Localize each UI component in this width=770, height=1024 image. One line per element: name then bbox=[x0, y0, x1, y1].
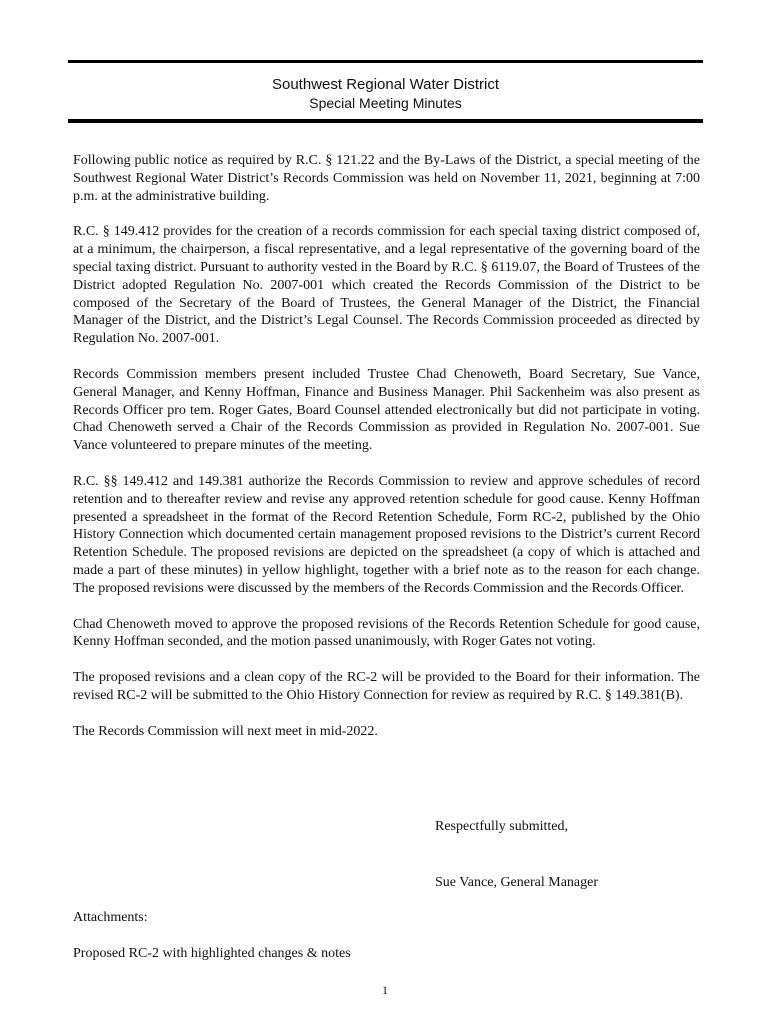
closing-salutation: Respectfully submitted, bbox=[435, 819, 568, 834]
attachments-label: Attachments: bbox=[73, 910, 148, 925]
paragraph-review: R.C. §§ 149.412 and 149.381 authorize the Records Commission to review and approve schedules of record retention and to thereafter review and revise any approved retention schedule for good cause. Kenny Hoffman presented a spreadsheet in the format of the Record Retention Schedule, Form RC-2, published by the Ohio History Connection which documented certain management proposed revisions to the District’s current Record Retention Schedule. The proposed revisions are depicted on the spreadsheet (a copy of which is attached and made a part of these minutes) in yellow highlight, together with a brief note as to the reason for each change. The proposed revisions were discussed by the members of the Records Commission and the Records Officer. bbox=[73, 473, 700, 596]
header-rule-top bbox=[68, 60, 703, 63]
paragraph-notice: Following public notice as required by R.C. § 121.22 and the By-Laws of the District, a special meeting of the Southwest Regional Water District’s Records Commission was held on November 11, 2021, beginning at 7:00 p.m. at the administrative building. bbox=[73, 153, 700, 204]
paragraph-members: Records Commission members present included Trustee Chad Chenoweth, Board Secretary, Sue Vance, General Manager, and Kenny Hoffman, Finance and Business Manager. Phil Sackenheim was also present as Records Officer pro tem. Roger Gates, Board Counsel attended electronically but did not participate in voting. Chad Chenoweth served a Chair of the Records Commission as provided in Regulation No. 2007-001. Sue Vance volunteered to prepare minutes of the meeting. bbox=[73, 366, 700, 454]
document-title: Southwest Regional Water District bbox=[271, 76, 500, 93]
page-number: 1 bbox=[382, 983, 388, 997]
paragraph-authority: R.C. § 149.412 provides for the creation of a records commission for each special taxing district composed of, at a minimum, the chairperson, a fiscal representative, and a legal representative of the governing board of the special taxing district. Pursuant to authority vested in the Board by R.C. § 6119.07, the Board of Trustees of the District adopted Regulation No. 2007-001 which created the Records Commission of the District to be composed of the Secretary of the Board of Trustees, the General Manager of the District, the Financial Manager of the District, and the District’s Legal Counsel. The Records Commission proceeded as directed by Regulation No. 2007-001. bbox=[73, 224, 700, 347]
paragraph-next-meeting: The Records Commission will next meet in mid-2022. bbox=[73, 723, 378, 739]
attachment-item: Proposed RC-2 with highlighted changes & notes bbox=[73, 946, 351, 961]
paragraph-motion: Chad Chenoweth moved to approve the proposed revisions of the Records Retention Schedule for good cause, Kenny Hoffman seconded, and the motion passed unanimously, with Roger Gates not voting. bbox=[73, 616, 700, 650]
paragraph-submission: The proposed revisions and a clean copy of the RC-2 will be provided to the Board for their information. The revised RC-2 will be submitted to the Ohio History Connection for review as required by R.C. § 149.381(B). bbox=[73, 670, 700, 703]
minutes-body bbox=[73, 152, 700, 759]
closing-signer: Sue Vance, General Manager bbox=[435, 875, 599, 890]
header-rule-bottom bbox=[68, 119, 703, 123]
document-subtitle: Special Meeting Minutes bbox=[309, 95, 462, 111]
